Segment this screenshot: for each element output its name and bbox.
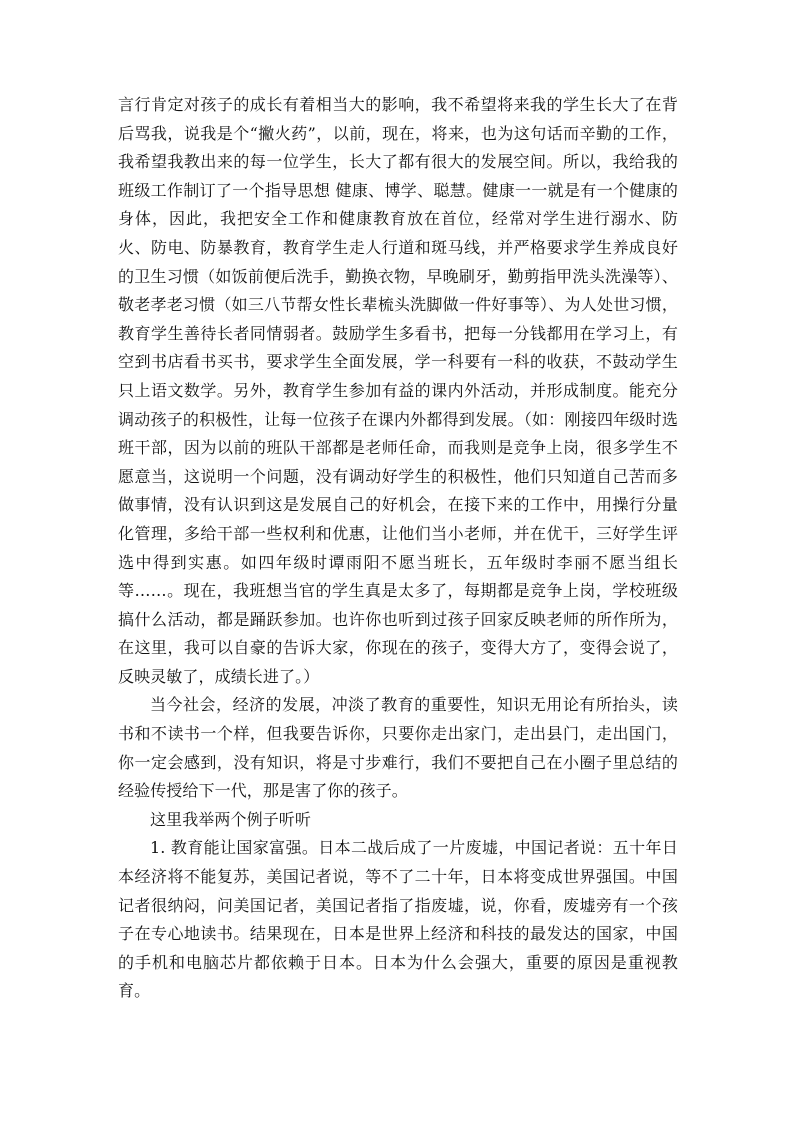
paragraph-3: 这里我举两个例子听听 — [150, 809, 312, 829]
paragraph-4: 1. 教育能让国家富强。日本二战后成了一片废墟，中国记者说：五十年日本经济将不能复苏，美国记者说，等不了二十年，日本将变成世界强国。中国记者很纳闷，问美国记者，美国记者指了指废墟，说，你看，废墟旁有一个孩子在专心地读书。结果现在，日本是世界上经济和科技的最发达的国家，中国的手机和电脑芯片都依赖于日本。日本为什么会强大，重要的原因是重视教育。 — [118, 838, 678, 1001]
paragraph-2: 当今社会，经济的发展，冲淡了教育的重要性，知识无用论有所抬头，读书和不读书一个样，但我要告诉你，只要你走出家门，走出县门，走出国门，你一定会感到，没有知识，将是寸步难行，我们不要把自己在小圈子里总结的经验传授给下一代，那是害了你的孩子。 — [118, 695, 678, 801]
paragraph-1: 言行肯定对孩子的成长有着相当大的影响，我不希望将来我的学生长大了在背后骂我，说我是个“撇火药”，以前，现在，将来，也为这句话而辛勤的工作，我希望我教出来的每一位学生，长大了都有很大的发展空间。所以，我给我的班级工作制订了一个指导思想 健康、博学、聪慧。健康一一就是有一个健康的身体，因此，我把安全工作和健康教育放在首位，经常对学生进行溺水、防火、防电、防暴教育，教育学生走人行道和斑马线，并严格要求学生养成良好的卫生习惯（如饭前便后洗手，勤换衣物，早晚刷牙，勤剪指甲洗头洗澡等）、敬老孝老习惯（如三八节帮女性长辈梳头洗脚做一件好事等）、为人处世习惯，教育学生善待长者同情弱者。鼓励学生多看书，把每一分钱都用在学习上，有空到书店看书买书，要求学生全面发展，学一科要有一科的收获，不鼓动学生只上语文数学。另外，教育学生参加有益的课内外活动，并形成制度。能充分调动孩子的积极性，让每一位孩子在课内外都得到发展。（如：刚接四年级时选班干部，因为以前的班队干部都是老师任命，而我则是竞争上岗，很多学生不愿意当，这说明一个问题，没有调动好学生的积极性，他们只知道自己苦而多做事情，没有认识到这是发展自己的好机会，在接下来的工作中，用操行分量化管理，多给干部一些权利和优惠，让他们当小老师，并在优干，三好学生评选中得到实惠。如四年级时谭雨阳不愿当班长，五年级时李丽不愿当组长等……。现在，我班想当官的学生真是太多了，每期都是竞争上岗，学校班级搞什么活动，都是踊跃参加。也许你也听到过孩子回家反映老师的所作所为，在这里，我可以自豪的告诉大家，你现在的孩子，变得大方了，变得会说了，反映灵敏了，成绩长进了。） — [118, 95, 678, 686]
body-text — [118, 91, 678, 1006]
